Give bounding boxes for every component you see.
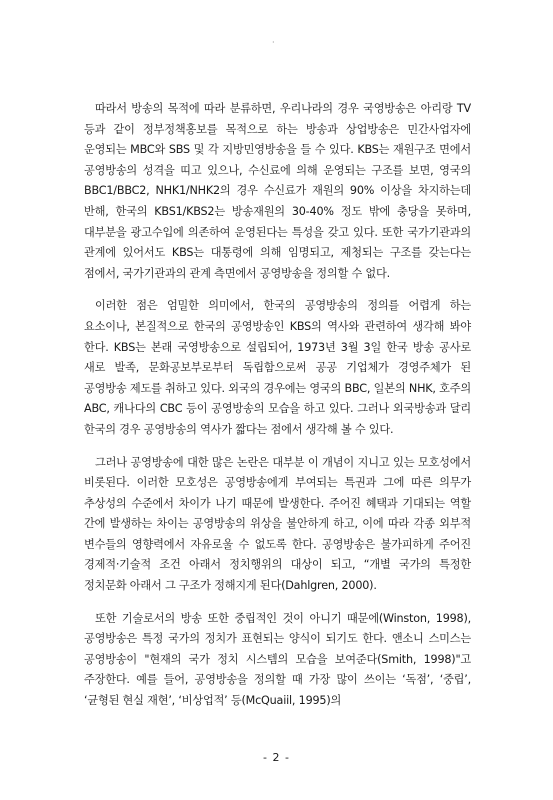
paragraph-3: 그러나 공영방송에 대한 많은 논란은 대부분 이 개념이 지니고 있는 모호성에서 비롯된다. 이러한 모호성은 공영방송에게 부여되는 특권과 그에 따른 의무가 추상성의 수준에서 차이가 나기 때문에 발생한다. 주어진 혜택과 기대되는 역할 간에 발생하는 차이는 공영방송의 위상을 불안하게 하고, 이에 따라 각종 외부적 변수들의 영향력에서 자유로울 수 없도록 한다. 공영방송은 불가피하게 주어진 경제적·기술적 조건 아래서 정치행위의 대상이 되고, “개별 국가의 특정한 정치문화 아래서 그 구조가 정해지게 된다(Dahlgren, 2000).	[84, 455, 471, 593]
page-body	[84, 99, 471, 712]
paragraph-4: 또한 기술로서의 방송 또한 중립적인 것이 아니기 때문에(Winston, 1998), 공영방송은 특정 국가의 정치가 표현되는 양식이 되기도 한다. 앤소니 스미스는 공영방송이 "현재의 국가 정치 시스템의 모습을 보여준다(Smith, 1998)"고 주장한다. 예를 들어, 공영방송을 정의할 때 가장 많이 쓰이는 ‘독점’, ‘중립’, ‘균형된 현실 재현’, ‘비상업적’ 등(McQuaiil, 1995)의	[84, 611, 471, 708]
paragraph-1: 따라서 방송의 목적에 따라 분류하면, 우리나라의 경우 국영방송은 아리랑 TV 등과 같이 정부정책홍보를 목적으로 하는 방송과 상업방송은 민간사업자에 운영되는 MBC와 SBS 및 각 지방민영방송을 들 수 있다. KBS는 재원구조 면에서 공영방송의 성격을 띠고 있으나, 수신료에 의해 운영되는 구조를 보면, 영국의 BBC1/BBC2, NHK1/NHK2의 경우 수신료가 재원의 90% 이상을 차지하는데 반해, 한국의 KBS1/KBS2는 방송재원의 30-40% 정도 밖에 충당을 못하며, 대부분을 광고수입에 의존하여 운영된다는 특성을 갖고 있다. 또한 국가기관과의 관계에 있어서도 KBS는 대통령에 의해 임명되고, 제청되는 구조를 갖는다는 점에서, 국가기관과의 관계 측면에서 공영방송을 정의할 수 없다.	[84, 102, 471, 280]
page-header-mark: ·	[272, 38, 275, 47]
page-number: - 2 -	[263, 751, 290, 764]
paragraph-2: 이러한 점은 엄밀한 의미에서, 한국의 공영방송의 정의를 어렵게 하는 요소이나, 본질적으로 한국의 공영방송인 KBS의 역사와 관련하여 생각해 봐야 한다. KBS는 본래 국영방송으로 설립되어, 1973년 3월 3일 한국 방송 공사로 새로 발족, 문화공보부로부터 독립함으로써 공공 기업체가 경영주체가 된 공영방송 제도를 취하고 있다. 외국의 경우에는 영국의 BBC, 일본의 NHK, 호주의 ABC, 캐나다의 CBC 등이 공영방송의 모습을 하고 있다. 그러나 외국방송과 달리 한국의 경우 공영방송의 역사가 짧다는 점에서 생각해 볼 수 있다.	[84, 299, 471, 436]
